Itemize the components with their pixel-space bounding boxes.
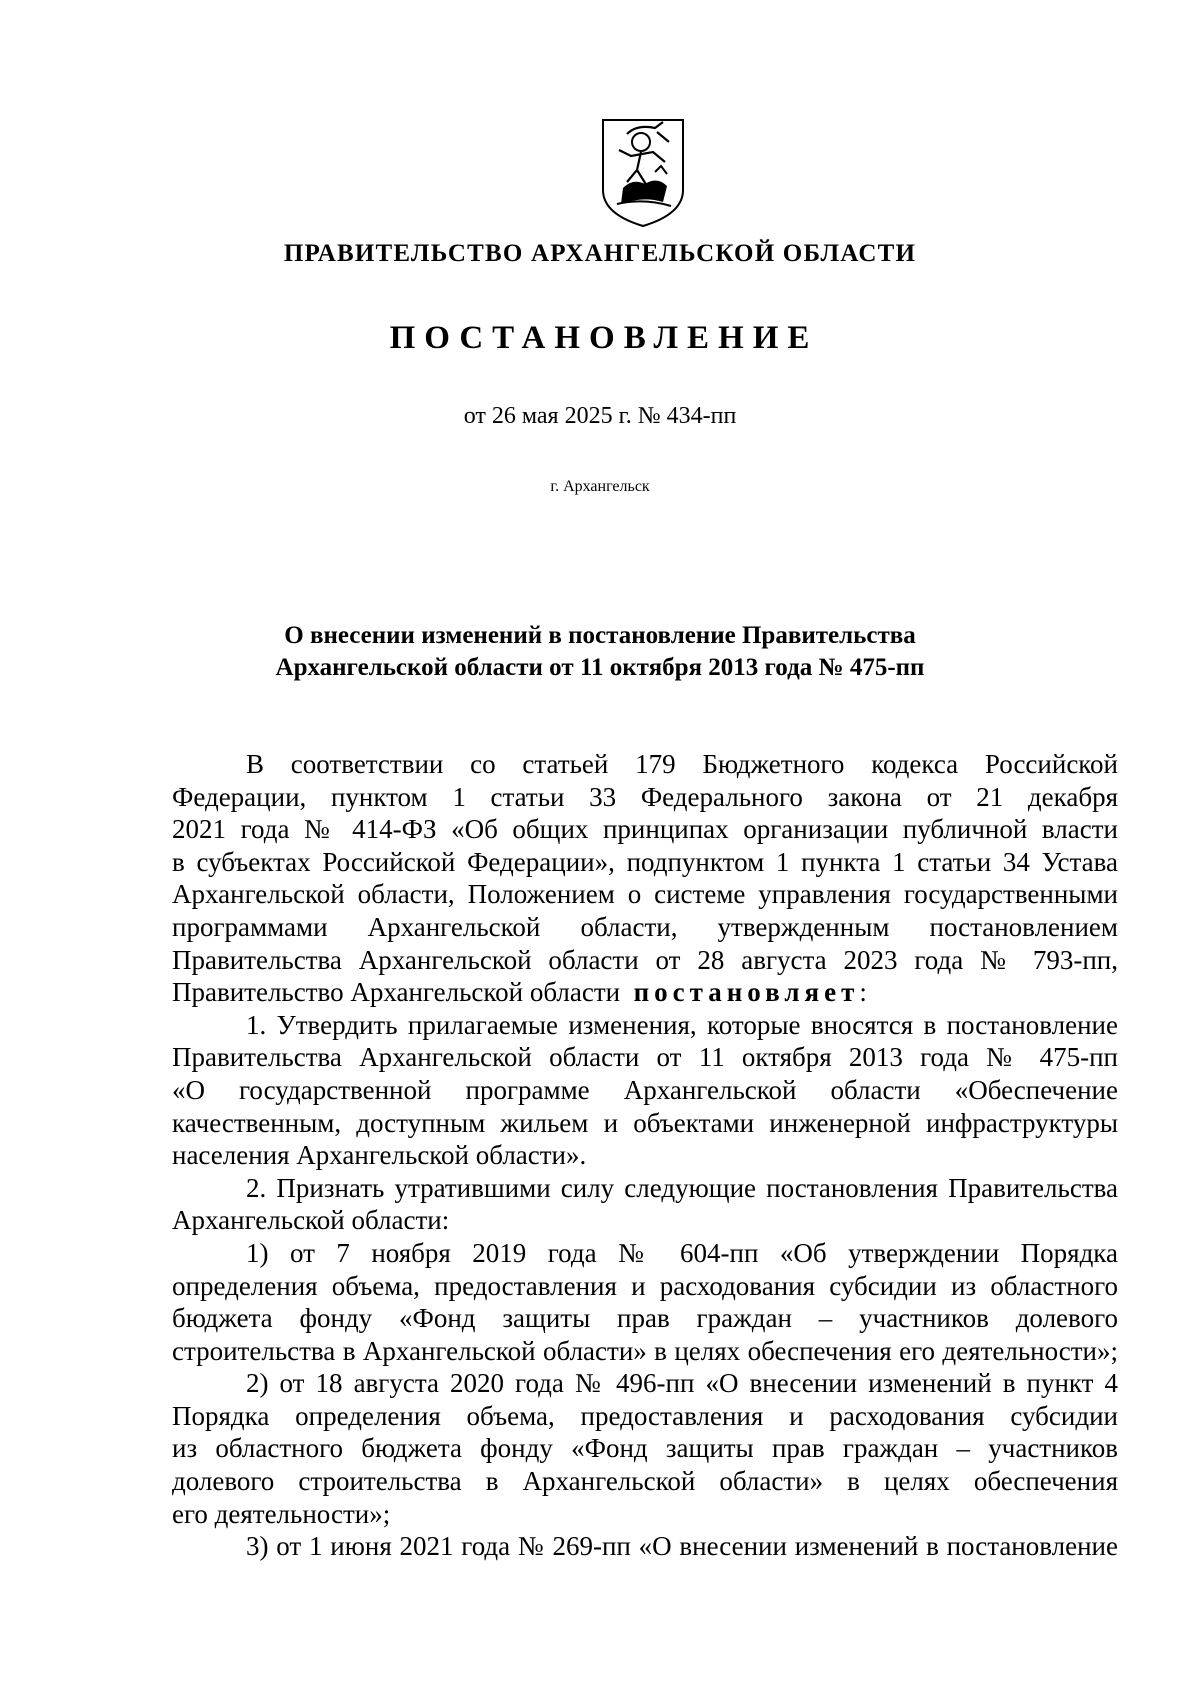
body-line: бюджета фонду «Фонд защиты прав граждан – участников долевого <box>172 1303 1118 1334</box>
body-line: определения объема, предоставления и расходования субсидии из областного <box>172 1270 1118 1301</box>
coat-of-arms-icon <box>597 112 689 230</box>
body-line: из областного бюджета фонду «Фонд защиты прав граждан – участников <box>172 1433 1118 1464</box>
body-line <box>172 976 1118 1009</box>
body-line: 2. Признать утратившими силу следующие постановления Правительства <box>246 1172 1118 1203</box>
body-line: в субъектах Российской Федерации», подпунктом 1 пункта 1 статьи 34 Устава <box>172 846 1118 877</box>
body-line: Правительства Архангельской области от 28 августа 2023 года № 793-пп, <box>172 944 1118 975</box>
body-line: его деятельности»; <box>172 1498 391 1529</box>
body-line: 1) от 7 ноября 2019 года № 604-пп «Об утверждении Порядка <box>246 1237 1118 1268</box>
body-line: 2021 года № 414-ФЗ «Об общих принципах организации публичной власти <box>172 814 1118 845</box>
body-line: 3) от 1 июня 2021 года № 269-пп «О внесении изменений в постановление <box>246 1531 1118 1562</box>
body-line: Правительства Архангельской области от 11 октября 2013 года № 475-пп <box>172 1042 1118 1073</box>
body-line: 2) от 18 августа 2020 года № 496-пп «О внесении изменений в пункт 4 <box>246 1368 1118 1399</box>
title-line: О внесении изменений в постановление Правительства <box>284 622 916 649</box>
body-line: «О государственной программе Архангельской области «Обеспечение <box>172 1074 1118 1105</box>
document-date-number: от 26 мая 2025 г. № 434-пп <box>463 403 737 429</box>
body-line: Порядка определения объема, предоставления и расходования субсидии <box>172 1400 1118 1431</box>
body-line: Архангельской области, Положением о системе управления государственными <box>172 879 1118 910</box>
decrees-word: постановляет <box>633 977 860 1008</box>
body-line: Федерации, пунктом 1 статьи 33 Федерального закона от 21 декабря <box>172 781 1118 812</box>
body-line: 1. Утвердить прилагаемые изменения, которые вносятся в постановление <box>246 1009 1118 1040</box>
body-line: населения Архангельской области». <box>172 1140 587 1171</box>
government-name: ПРАВИТЕЛЬСТВО АРХАНГЕЛЬСКОЙ ОБЛАСТИ <box>283 240 917 267</box>
document-city: г. Архангельск <box>550 478 650 495</box>
body-line: долевого строительства в Архангельской области» в целях обеспечения <box>172 1466 1118 1497</box>
preamble-subject: Правительство Архангельской области <box>172 977 621 1008</box>
body-line: В соответствии со статьей 179 Бюджетного кодекса Российской <box>246 749 1118 779</box>
decrees-colon: : <box>859 977 867 1008</box>
document-title <box>190 620 1010 684</box>
document-body <box>172 748 1118 1563</box>
body-line: строительства в Архангельской области» в целях обеспечения его деятельности»; <box>172 1335 1118 1366</box>
body-line: программами Архангельской области, утвержденным постановлением <box>172 911 1118 942</box>
body-line: Архангельской области: <box>172 1205 450 1236</box>
document-type: ПОСТАНОВЛЕНИЕ <box>389 320 819 356</box>
body-line: качественным, доступным жильем и объектами инженерной инфраструктуры <box>172 1107 1118 1138</box>
title-line: Архангельской области от 11 октября 2013 года № 475-пп <box>275 654 925 681</box>
